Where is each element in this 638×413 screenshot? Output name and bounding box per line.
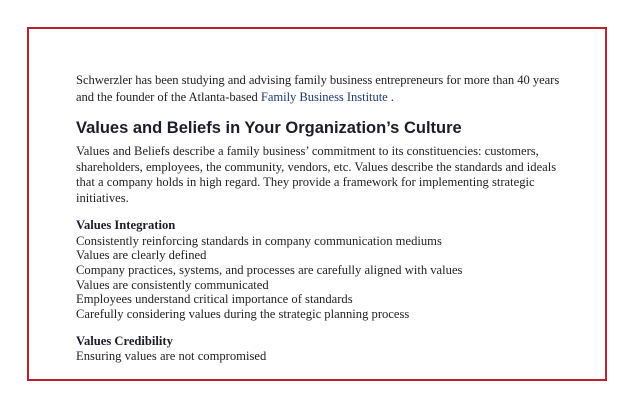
list-item: Employees understand critical importance of standards xyxy=(76,292,353,307)
values-integration-list xyxy=(76,234,576,322)
family-business-institute-link[interactable]: Family Business Institute xyxy=(260,90,388,104)
values-credibility-list xyxy=(76,349,576,364)
values-integration-title: Values Integration xyxy=(76,218,176,232)
list-item: Company practices, systems, and processes are carefully aligned with values xyxy=(76,262,463,277)
values-credibility-title: Values Credibility xyxy=(76,333,173,348)
intro-text-end: . xyxy=(387,90,394,104)
section-paragraph: Values and Beliefs describe a family business’ commitment to its constituencies: customers, shareholders, employees, the community, vendors, etc. Values describe the standards and ideals that a company holds in high regard. They provide a framework for implementing strategic initiatives. xyxy=(76,144,557,205)
list-item: Carefully considering values during the strategic planning process xyxy=(76,307,410,322)
list-item: Values are clearly defined xyxy=(76,248,207,263)
intro-paragraph xyxy=(76,72,576,106)
document-content xyxy=(76,72,576,364)
section-heading: Values and Beliefs in Your Organization’s Culture xyxy=(76,119,462,137)
list-item: Values are consistently communicated xyxy=(76,277,269,292)
intro-text: Schwerzler has been studying and advising family business entrepreneurs for more than 40 years and the founder of the Atlanta-based xyxy=(76,73,560,104)
list-item: Consistently reinforcing standards in company communication mediums xyxy=(76,233,442,248)
list-item: Ensuring values are not compromised xyxy=(76,349,267,364)
